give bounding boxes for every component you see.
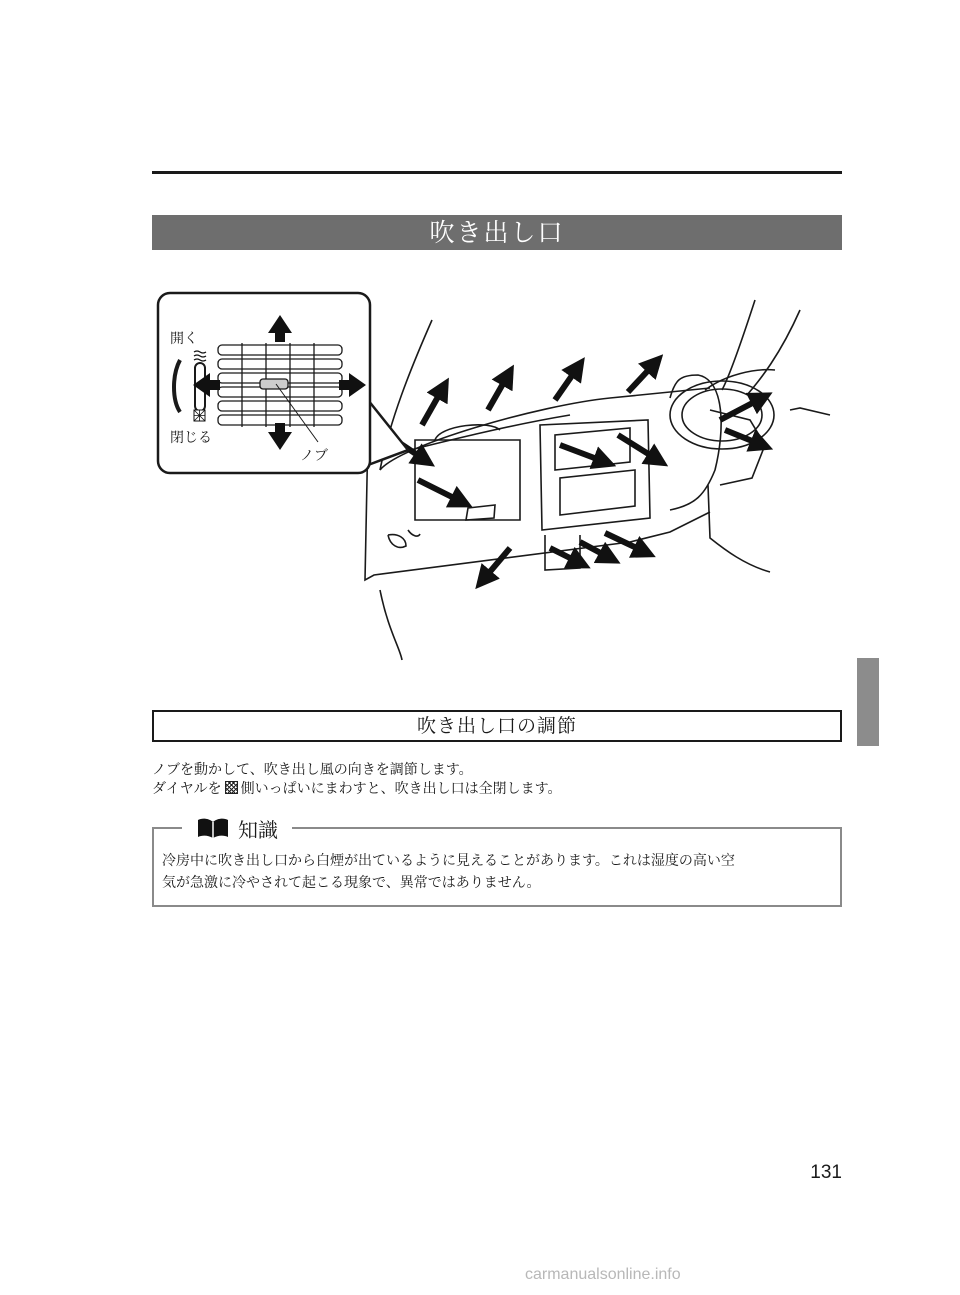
knowledge-note-header bbox=[182, 814, 292, 842]
chapter-side-tab bbox=[857, 658, 879, 746]
label-open: 開く bbox=[170, 331, 198, 347]
knowledge-note-title: 知識 bbox=[238, 817, 278, 842]
label-close: 閉じる bbox=[170, 430, 212, 446]
air-vent-illustration bbox=[150, 280, 850, 670]
close-icon bbox=[194, 410, 205, 421]
top-rule bbox=[152, 171, 842, 174]
body-line-2-end: 側いっぱいにまわすと、吹き出し口は全閉します。 bbox=[240, 781, 562, 797]
vent-closed-icon bbox=[225, 781, 238, 794]
label-knob: ノブ bbox=[300, 448, 328, 464]
vent-detail-callout bbox=[158, 293, 370, 473]
subsection-title: 吹き出し口の調節 bbox=[152, 710, 842, 742]
section-title: 吹き出し口 bbox=[152, 215, 842, 250]
page-number: 131 bbox=[810, 1162, 842, 1183]
watermark: carmanualsonline.info bbox=[525, 1266, 681, 1283]
open-book-icon bbox=[196, 816, 230, 840]
body-line-2-start: ダイヤルを bbox=[152, 781, 222, 797]
dashboard-drawing bbox=[365, 300, 830, 660]
note-line-1: 冷房中に吹き出し口から白煙が出ているように見えることがあります。これは湿度の高い空 bbox=[162, 853, 735, 869]
note-line-2: 気が急激に冷やされて起こる現象で、異常ではありません。 bbox=[162, 875, 541, 891]
body-line-1: ノブを動かして、吹き出し風の向きを調節します。 bbox=[152, 762, 473, 778]
body-line-2 bbox=[152, 779, 561, 799]
